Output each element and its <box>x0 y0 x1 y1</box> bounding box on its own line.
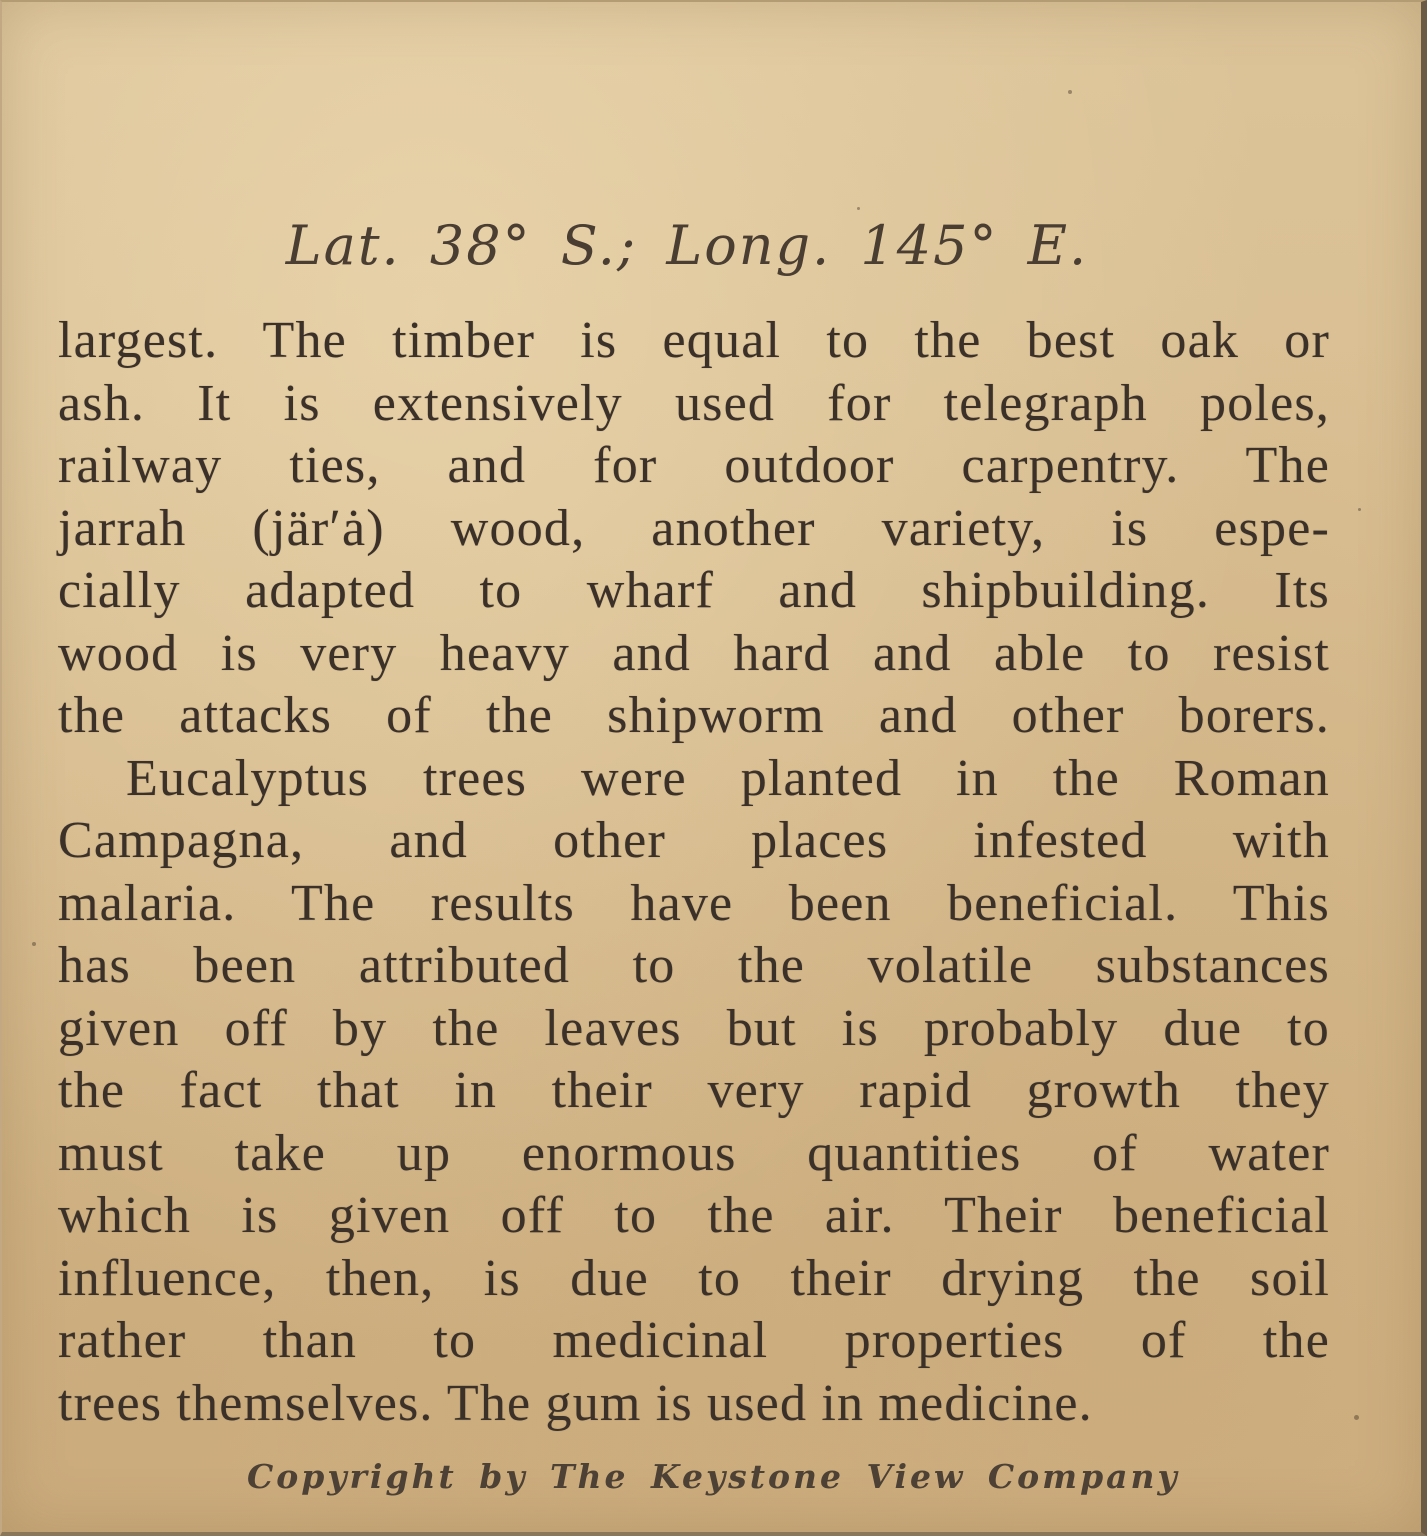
text-line: largest. The timber is equal to the best oak or <box>58 312 1330 369</box>
copyright-line: Copyright by The Keystone View Company <box>247 1457 1180 1496</box>
text-line: rather than to medicinal properties of the <box>58 1312 1330 1369</box>
text-line: the fact that in their very rapid growth they <box>58 1062 1330 1119</box>
text-line: jarrah (jär′ȧ) wood, another variety, is espe- <box>58 499 1330 557</box>
paper-speck <box>1068 90 1072 94</box>
text-line: railway ties, and for outdoor carpentry. The <box>58 437 1330 494</box>
text-line: the attacks of the shipworm and other borers. <box>58 687 1330 744</box>
coordinates-heading: Lat. 38° S.; Long. 145° E. <box>285 214 1089 277</box>
text-line: Campagna, and other places infested with <box>58 812 1330 869</box>
paper-speck <box>1354 1415 1359 1420</box>
description-paragraph <box>58 310 1330 1435</box>
text-line: which is given off to the air. Their beneficial <box>58 1187 1330 1244</box>
paper-speck <box>32 942 36 946</box>
text-line: cially adapted to wharf and shipbuilding. Its <box>58 562 1330 619</box>
text-line: malaria. The results have been beneficial. This <box>58 874 1330 932</box>
paper-speck <box>1358 508 1361 511</box>
text-line: must take up enormous quantities of water <box>58 1124 1330 1182</box>
text-line: influence, then, is due to their drying the soil <box>58 1249 1330 1307</box>
paper-speck <box>857 207 860 210</box>
text-line: ash. It is extensively used for telegraph poles, <box>58 374 1330 432</box>
text-line: has been attributed to the volatile substances <box>58 937 1330 994</box>
text-line: wood is very heavy and hard and able to resist <box>58 624 1330 682</box>
text-line: given off by the leaves but is probably due to <box>58 999 1330 1057</box>
text-line: Eucalyptus trees were planted in the Roman <box>126 749 1330 807</box>
text-line: trees themselves. The gum is used in medicine. <box>58 1374 1093 1432</box>
